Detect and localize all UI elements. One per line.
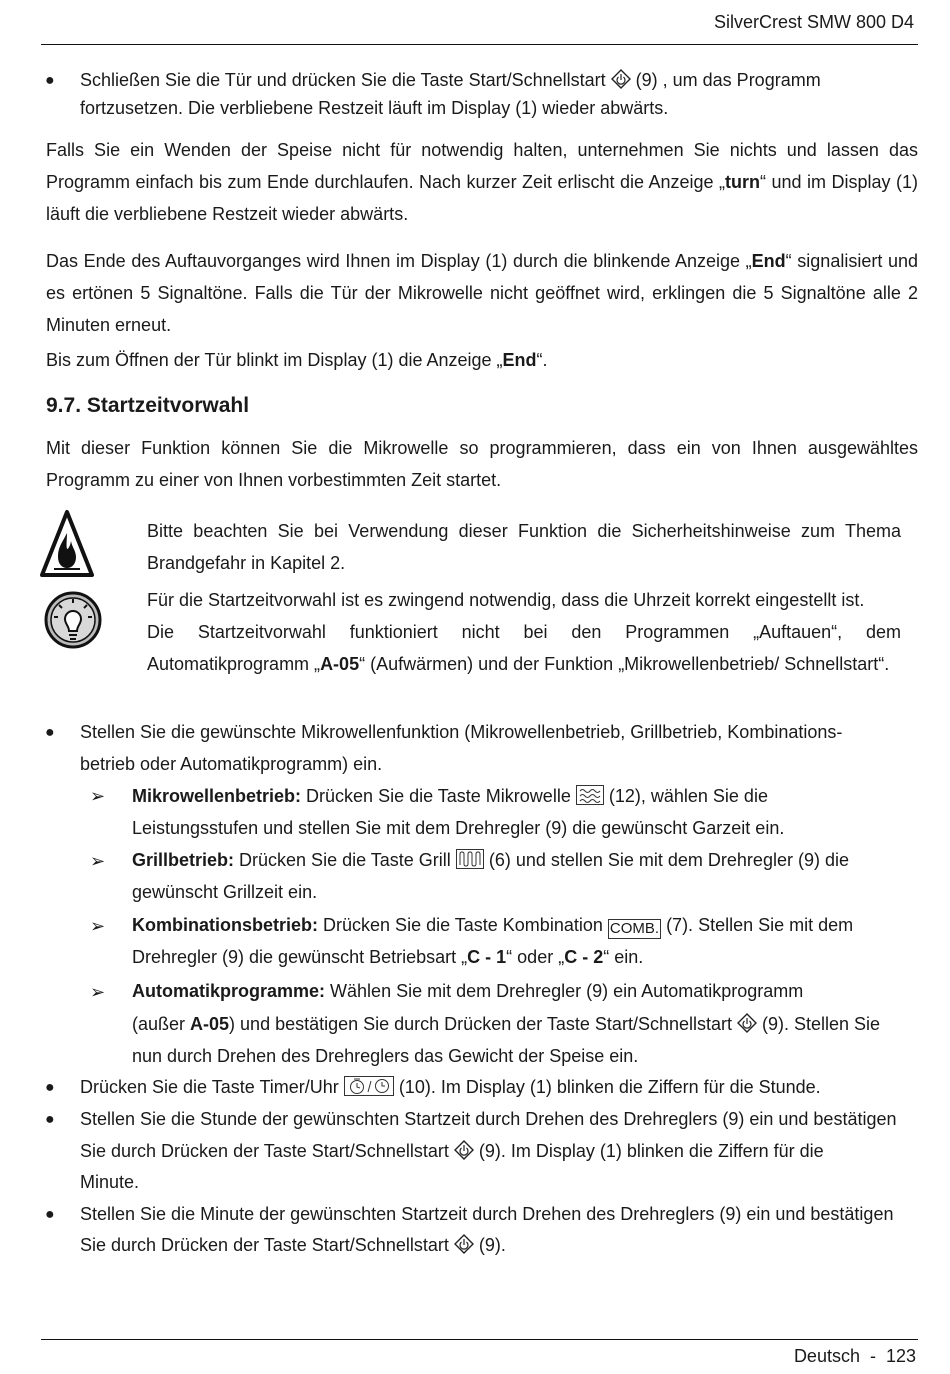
section-intro: Mit dieser Funktion können Sie die Mikrowelle so programmieren, dass ein von Ihnen ausgewähltes Programm zu einer von Ihnen vorbestimmten Zeit startet. (46, 438, 918, 490)
start-icon (611, 69, 631, 89)
step-hour-cont2: Minute. (80, 1172, 140, 1192)
tip-text-1: Für die Startzeitvorwahl ist es zwingend notwendig, dass die Uhrzeit korrekt eingestellt ist. (147, 590, 865, 610)
bullet-dot: ● (45, 1111, 55, 1128)
arrow-bullet: ➢ (90, 982, 106, 1002)
start-icon (454, 1140, 474, 1160)
start-icon (737, 1013, 757, 1033)
step-select-function: Stellen Sie die gewünschte Mikrowellenfunktion (Mikrowellenbetrieb, Grillbetrieb, Kombinations- (80, 722, 843, 742)
substep-combination: Kombinationsbetrieb: Drücken Sie die Taste Kombination COMB. (7). Stellen Sie mit dem (132, 915, 854, 937)
bullet-resume: Schließen Sie die Tür und drücken Sie die Taste Start/Schnellstart (9) , um das Programm (80, 70, 821, 90)
step-timer: Drücken Sie die Taste Timer/Uhr (10). Im Display (1) blinken die Ziffern für die Stunde. (80, 1077, 821, 1097)
section-heading: 9.7. Startzeitvorwahl (46, 394, 250, 417)
fire-warning-icon (40, 509, 94, 579)
microwave-icon (576, 785, 604, 805)
step-select-function-cont: betrieb oder Automatikprogramm) ein. (80, 754, 383, 774)
arrow-bullet: ➢ (90, 786, 106, 806)
arrow-bullet: ➢ (90, 916, 106, 936)
para-end: Das Ende des Auftauvorganges wird Ihnen im Display (1) durch die blinkende Anzeige „End“ signalisiert und es ertönen 5 Signaltöne. Falls die Tür der Mikrowelle nicht geöffnet wird, erklingen die 5 Signaltöne alle 2 Minuten erneut. (46, 251, 919, 335)
bullet-resume-cont: fortzusetzen. Die verbliebene Restzeit läuft im Display (1) wieder abwärts. (80, 98, 669, 118)
header-rule (41, 44, 918, 45)
step-minute: Stellen Sie die Minute der gewünschten Startzeit durch Drehen des Drehreglers (9) ein und bestätigen (80, 1204, 894, 1224)
step-hour-cont: Sie durch Drücken der Taste Start/Schnellstart (9). Im Display (1) blinken die Ziffern für die (80, 1141, 824, 1161)
bullet-dot: ● (45, 1079, 55, 1096)
page-number: Deutsch - 123 (793, 1346, 916, 1366)
arrow-bullet: ➢ (90, 851, 106, 871)
step-hour: Stellen Sie die Stunde der gewünschten Startzeit durch Drehen des Drehreglers (9) ein und bestätigen (80, 1109, 897, 1129)
warning-text: Bitte beachten Sie bei Verwendung dieser Funktion die Sicherheitshinweise zum Thema Brandgefahr in Kapitel 2. (147, 521, 901, 573)
timer-clock-icon (344, 1076, 394, 1096)
substep-combination-cont: Drehregler (9) die gewünscht Betriebsart „C - 1“ oder „C - 2“ ein. (132, 947, 644, 967)
substep-automatic-cont: (außer A-05) und bestätigen Sie durch Drücken der Taste Start/Schnellstart (9). Stellen Sie (132, 1014, 881, 1034)
substep-automatic-cont2: nun durch Drehen des Drehreglers das Gewicht der Speise ein. (132, 1046, 639, 1066)
comb-button-label: COMB. (609, 920, 660, 937)
grill-icon (456, 849, 484, 869)
bullet-dot: ● (45, 72, 55, 89)
substep-automatic: Automatikprogramme: Wählen Sie mit dem Drehregler (9) ein Automatikprogramm (132, 981, 804, 1001)
start-icon (454, 1234, 474, 1254)
substep-microwave: Mikrowellenbetrieb: Drücken Sie die Taste Mikrowelle (12), wählen Sie die (132, 786, 768, 806)
step-minute-cont: Sie durch Drücken der Taste Start/Schnellstart (9). (80, 1235, 506, 1255)
substep-grill: Grillbetrieb: Drücken Sie die Taste Grill (6) und stellen Sie mit dem Drehregler (9) die (132, 850, 849, 870)
para-end-blink: Bis zum Öffnen der Tür blinkt im Display (1) die Anzeige „End“. (46, 350, 548, 370)
substep-microwave-cont: Leistungsstufen und stellen Sie mit dem Drehregler (9) die gewünscht Garzeit ein. (132, 818, 785, 838)
bullet-dot: ● (45, 1206, 55, 1223)
substep-grill-cont: gewünscht Grillzeit ein. (132, 882, 318, 902)
footer-rule (41, 1339, 918, 1340)
lightbulb-icon (44, 589, 102, 651)
tip-text-2: Die Startzeitvorwahl funktioniert nicht bei den Programmen „Auftauen“, dem Automatikprogramm „A-05“ (Aufwärmen) und der Funktion „Mikrowellenbetrieb/ Schnellstart“. (147, 622, 901, 674)
header-title: SilverCrest SMW 800 D4 (713, 12, 914, 32)
para-turn: Falls Sie ein Wenden der Speise nicht für notwendig halten, unternehmen Sie nichts und lassen das Programm einfach bis zum Ende durchlaufen. Nach kurzer Zeit erlischt die Anzeige „turn“ und im Display (1) läuft die verbliebene Restzeit wieder abwärts. (46, 140, 918, 224)
bullet-dot: ● (45, 724, 55, 741)
